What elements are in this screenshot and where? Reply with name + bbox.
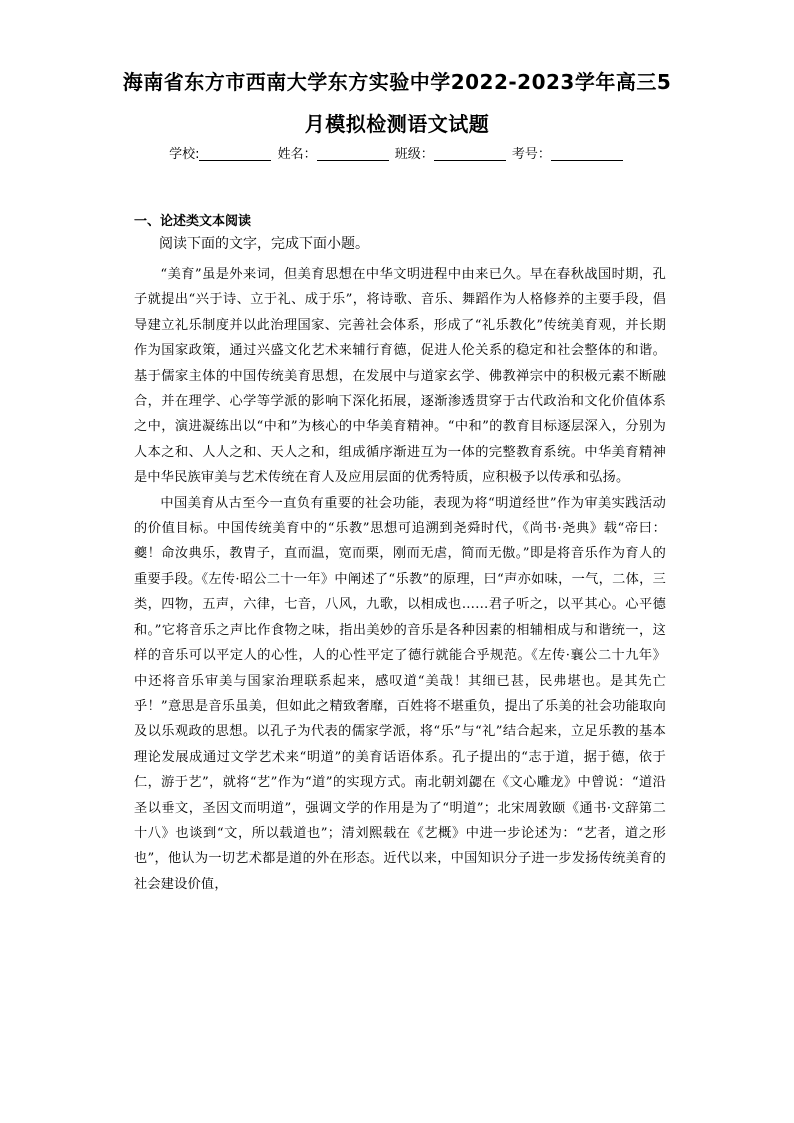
school-blank[interactable] [199,146,271,161]
name-label: 姓名： [277,147,317,162]
class-label: 班级： [394,147,434,162]
passage-paragraph-1: “美育”虽是外来词，但美育思想在中华文明进程中由来已久。早在春秋战国时期，孔子就提出“兴于诗、立于礼、成于乐”，将诗歌、音乐、舞蹈作为人格修养的主要手段，倡导建立礼乐制度并以此治理国家、完善社会体系，形成了“礼乐教化”传统美育观，并长期作为国家政策，通过兴盛文化艺术来辅行育德，促进人伦关系的稳定和社会整体的和谐。基于儒家主体的中国传统美育思想，在发展中与道家玄学、佛教禅宗中的积极元素不断融合，并在理学、心学等学派的影响下深化拓展，逐渐渗透贯穿于古代政治和文化价值体系之中，演进凝练出以“中和”为核心的中华美育精神。“中和”的教育目标逐层深入，分别为人本之和、人人之和、天人之和，组成循序渐进互为一体的完整教育系统。中华美育精神是中华民族审美与艺术传统在育人及应用层面的优秀特质，应积极予以传承和弘扬。 [134,267,666,486]
passage-body [134,262,666,897]
class-blank[interactable] [434,146,506,161]
school-label: 学校: [169,147,200,162]
title-line-1: 海南省东方市西南大学东方实验中学2022-2023学年高三5 [122,70,672,94]
passage-paragraph-2: 中国美育从古至今一直负有重要的社会功能，表现为将“明道经世”作为审美实践活动的价值目标。中国传统美育中的“乐教”思想可追溯到尧舜时代，《尚书·尧典》载“帝曰：夔！命汝典乐，教胄子，直而温，宽而栗，刚而无虐，简而无傲。”即是将音乐作为育人的重要手段。《左传·昭公二十一年》中阐述了“乐教”的原理，曰“声亦如味，一气，二体，三类，四物，五声，六律，七音，八风，九歌，以相成也……君子听之，以平其心。心平德和。”它将音乐之声比作食物之味，指出美妙的音乐是各种因素的相辅相成与和谐统一，这样的音乐可以平定人的心性，人的心性平定了德行就能合乎规范。《左传·襄公二十九年》中还将音乐审美与国家治理联系起来，感叹道“美哉！其细已甚，民弗堪也。是其先亡乎！”意思是音乐虽美，但如此之精致奢靡，百姓将不堪重负，提出了乐美的社会功能取向及以乐观政的思想。以孔子为代表的儒家学派，将“乐”与“礼”结合起来，立足乐教的基本理论发展成通过文学艺术来“明道”的美育话语体系。孔子提出的“志于道，据于德，依于仁，游于艺”，就将“艺”作为“道”的实现方式。南北朝刘勰在《文心雕龙》中曾说：“道沿圣以垂文，圣因文而明道”，强调文学的作用是为了“明道”；北宋周敦颐《通书·文辞第二十八》也谈到“文，所以载道也”；清刘熙载在《艺概》中进一步论述为：“艺者，道之形也”，他认为一切艺术都是道的外在形态。近代以来，中国知识分子进一步发扬传统美育的社会建设价值， [134,495,666,892]
title-line-2: 月模拟检测语文试题 [304,112,490,136]
student-info-line [0,146,794,164]
reading-instruction: 阅读下面的文字，完成下面小题。 [159,236,369,252]
name-blank[interactable] [317,146,389,161]
number-blank[interactable] [551,146,623,161]
number-label: 考号： [511,147,551,162]
section-heading: 一、论述类文本阅读 [134,214,252,229]
